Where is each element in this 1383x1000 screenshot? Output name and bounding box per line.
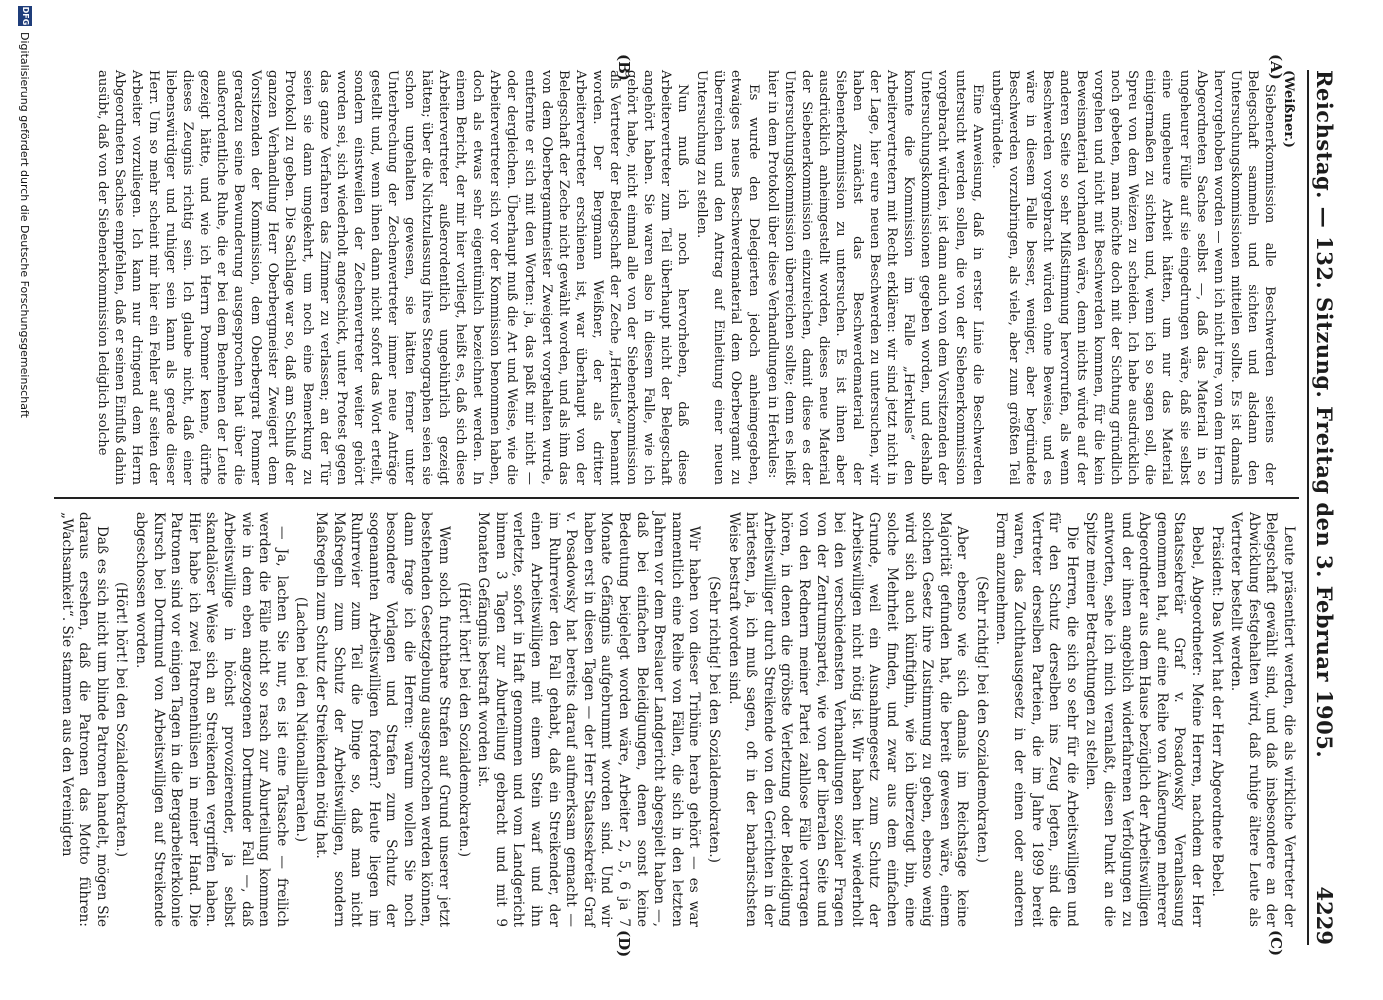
footer-text: Digitalisierung gefördert durch die Deutsche Forschungsgemeinschaft — [18, 32, 31, 418]
paragraph: Wenn solch furchtbare Strafen auf Grund unserer jetzt bestehenden Gesetzgebung ausgesprochen werden können, dann frage ich die Herren: warum wollen Sie noch besondere Vorlagen und Strafen zum Schutz der sogenannten Arbeitswilligen fordern? Heute liegen im Ruhrrevier zum Teil die Dinge so, daß man nicht Maßregeln zum Schutz der Arbeitswilligen, sondern Maßregeln zum Schutz der Streikenden nötig hat. — [312, 512, 453, 927]
speaker-label: (Weißner.) — [1281, 70, 1296, 148]
dfg-logo: DFG — [18, 6, 32, 26]
president-line: Präsident: Das Wort hat der Herr Abgeordnete Bebel. — [1208, 526, 1225, 897]
page-number: 4229 — [1312, 886, 1337, 945]
paragraph: Die Herren, die sich so sehr für die Arbeitswilligen und für den Schutz derselben ins Zeug legten, sind die Vertreter derselben Parteien, die im Jahre 1899 bereit waren, das Zuchthausgesetz in der einen oder anderen Form anzunehmen. — [993, 512, 1080, 927]
quoted-paragraph: Es wurde den Delegierten jedoch anheimgegeben, etwaiges neues Beschwerdematerial dem Oberbergamt zu überreichen und den Antrag auf Einleitung einer neuen Untersuchung zu stellen. — [694, 70, 761, 485]
paragraph: Nun muß ich noch hervorheben, daß diese Arbeitervertreter zum Teil überhaupt nicht der Belegschaft angehört haben. Sie waren also in diesem Falle, wie ich gehört habe, nicht einmal alle von der Siebenerkommission als Vertreter der Belegschaft der Zeche „Herkules“ benannt worden. Der Bergmann Weißner, der als dritter Arbeitervertreter erschienen ist, war überhaupt von der Belegschaft der Zeche nicht gewählt worden, und als ihm das von dem Oberbergamtmeister Zweigert vorgehalten wurde, entfernte er sich mit den Worten: ja, das paßt mir nicht — oder dergleichen. Überhaupt muß die Art und Weise, wie die Arbeitervertreter sich vor der Kommission benommen haben, doch als etwas sehr eigentümlich bezeichnet werden. In einem Bericht, der mir hier vorliegt, heißt es, daß sich diese Arbeitervertreter außerordentlich ungebührlich gezeigt hätten; über die Nichtzulassung ihres Stenographen seien sie schon ungehalten gewesen, sie hätten ferner unter Unterbrechung der Zechenvertreter immer neue Anträge gestellt und, wenn ihnen dann nicht sofort das Wort erteilt, sondern einstweilen der Zechenvertreter weiter gehört worden sei, sich wiederholt angeschickt, unter Protest gegen das ganze Verfahren das Zimmer zu verlassen; an der Tür seien sie dann umgekehrt, um noch eine Bemerkung zu Protokoll zu geben. Die Sachlage war so, daß am Schluß der ganzen Verhandlung Herr Oberbergmeister Zweigert dem Vorsitzenden der Kommission, dem Oberbergrat Pommer geradezu seine Bewunderung ausgesprochen hat über die außerordentliche Ruhe, die er bei dem Benehmen der Leute gezeigt hätte, und wie ich Herrn Pommer kenne, dürfte dieses Zeugnis richtig sein. Ich glaube nicht, daß einer liebenswürdiger und ruhiger sein kann als gerade dieser Herr. Um so mehr scheint mir hier ein Fehler auf seiten der Arbeiter vorzuliegen. Ich kann nur dringend dem Herrn Abgeordneten Sachse empfehlen, daß er seinen Einfluß dahin ausübt, daß von der Siebenerkommission lediglich solche — [94, 70, 691, 485]
margin-marker-c: (C) — [1267, 930, 1285, 957]
paragraph: Aber ebenso wie sich damals im Reichstage keine Majorität gefunden hat, die bereit gewesen wäre, einem solchen Gesetz ihre Zustimmung zu geben, ebenso wenig wird sich auch künftighin, wie ich überzeugt bin, eine solche Mehrheit finden, und zwar aus dem einfachen Grunde, weil ein Ausnahmegesetz zum Schutz der Arbeitswilligen nicht nötig ist. Wir haben hier wiederholt bei den verschiedensten Verhandlungen sozialer Fragen von der Zentrumspartei, wie von der liberalen Seite und von den Rednern meiner Partei zahllose Fälle vortragen hören, in denen die gröbste Verletzung oder Beleidigung Arbeitswilliger durch Streikende von den Gerichten in der härtesten, ja, ich muß sagen, oft in der barbarischsten Weise bestraft worden sind. — [725, 512, 971, 927]
margin-marker-a: (A) — [1267, 54, 1285, 80]
interjection: (Lachen bei den Nationalliberalen.) — [293, 596, 310, 843]
column-divider — [54, 497, 1299, 499]
interjection: (Sehr richtig! bei den Sozialdemokraten.) — [706, 576, 722, 863]
paragraph: Bebel, Abgeordneter: Meine Herren, nachdem der Herr Staatssekretär Graf v. Posadowsky Veranlassung genommen hat, auf eine Reihe von Äußerungen mehrerer Abgeordneter aus dem Hause bezüglich der Arbeitswilligen und der ihnen angeblich widerfahrenen Verfolgungen zu antworten, sehe ich mich veranlaßt, diesen Punkt an die Spitze meiner Betrachtungen zu stellen. — [1083, 512, 1206, 927]
left-column — [92, 70, 1297, 485]
right-column — [55, 512, 1297, 927]
paragraph: Daß es sich nicht um blinde Patronen handelt, mögen Sie daraus ersehen, daß die Patronen das Motto führen: „Wachsamkeit“. Sie stammen aus den Vereinigten — [58, 512, 110, 927]
paragraph: Leute präsentiert werden, die als wirkliche Vertreter der Belegschaft gewählt sind, und daß insbesondere an der Abwicklung festgehalten wird, daß ruhige ältere Leute als Vertreter bestellt werden. — [1228, 512, 1297, 927]
interjection: (Hört! hört! bei den Sozialdemokraten.) — [113, 581, 130, 857]
paragraph: — Ja, lachen Sie nur, es ist eine Tatsache — freilich werden die Fälle nicht so rasch zur Aburteilung kommen wie in dem eben angezogenen Dortmunder Fall —, daß Arbeitswillige in höchst provozierender, ja selbst skandalöser Weise sich an Streikenden vergriffen haben. Hier habe ich zwei Patronenhülsen in meiner Hand. Die Patronen sind vor einigen Tagen in die Bergarbeiterkolonie Kursch bei Dortmund von Arbeitswilligen auf Streikende abgeschossen worden. — [133, 512, 290, 927]
interjection: (Hört! hört! bei den Sozialdemokraten.) — [455, 581, 472, 857]
paragraph: Wir haben von dieser Tribüne herab gehört — es war namentlich eine Reihe von Fällen, die sich in den letzten Jahren vor dem Breslauer Landgericht abgespielt haben —, daß bei einfachen Beleidigungen, denen sonst keine Bedeutung beigelegt worden wäre, Arbeiter 2, 5, 6 ja 7 Monate Gefängnis aufgebrummt worden sind. Und wir haben erst in diesen Tagen — der Herr Staatssekretär Graf v. Posadowsky hat bereits darauf aufmerksam gemacht — im Ruhrrevier den Fall gehabt, daß ein Streikender, der einen Arbeitswilligen mit einem Stein warf und ihn verletzte, sofort in Haft genommen und vom Landgericht binnen 3 Tagen zur Aburteilung gebracht und mit 9 Monaten Gefängnis bestraft worden ist. — [475, 512, 703, 927]
paragraph: Siebenerkommission alle Beschwerden seitens der Belegschaft sammeln und sichten und alsdann den Untersuchungskommissionen mitteilen sollte. Es ist damals hervorgehoben worden — wenn ich nicht irre, von dem Herrn Abgeordneten Sachse selbst —, daß das Material in so ungeheurer Fülle auf sie eingedrungen wäre, daß sie selbst eine ungeheure Arbeit hätten, um nur das Material einigermaßen zu sichten und, wenn ich so sagen soll, die Spreu von dem Weizen zu scheiden. Ich habe ausdrücklich noch gebeten, man möchte doch mit der Sichtung gründlich vorgehen und nicht mit Beschwerden kommen, für die kein Beweismaterial vorhanden wäre, denn nichts würde auf der anderen Seite so sehr Mißstimmung hervorrufen, als wenn Beschwerden vorgebracht würden ohne Beweise, und es wäre in diesem Falle besser, weniger, aber begründete Beschwerden vorzubringen, als viele, aber zum größten Teil unbegründete. — [988, 70, 1277, 485]
page-header — [1307, 70, 1343, 945]
interjection: (Sehr richtig! bei den Sozialdemokraten.) — [973, 576, 990, 863]
header-title: Reichstag. — 132. Sitzung. Freitag den 3. Februar 1905. — [1312, 70, 1337, 759]
margin-marker-d: (D) — [615, 930, 633, 958]
margin-marker-b: (B) — [615, 54, 633, 81]
paragraph: Eine Anweisung, daß in erster Linie die Beschwerden untersucht werden sollen, die von der Siebenerkommission vorgebracht würden, ist dann auch von dem Vorsitzenden der Untersuchungskommissionen gegeben worden, und deshalb konnte die Kommission im Falle „Herkules“ den Arbeitervertretern mit Recht erklären: wir sind jetzt nicht in der Lage, hier eure neuen Beschwerden zu untersuchen, wir haben zunächst das Beschwerdematerial der Siebenerkommission zu untersuchen. Es ist ihnen aber ausdrücklich anheimgestellt worden, dieses neue Material der Siebenerkommission einzureichen, damit diese es der Untersuchungskommission überreichen sollte; denn es heißt hier in dem Protokoll über diese Verhandlungen in Herkules: — [764, 70, 985, 485]
